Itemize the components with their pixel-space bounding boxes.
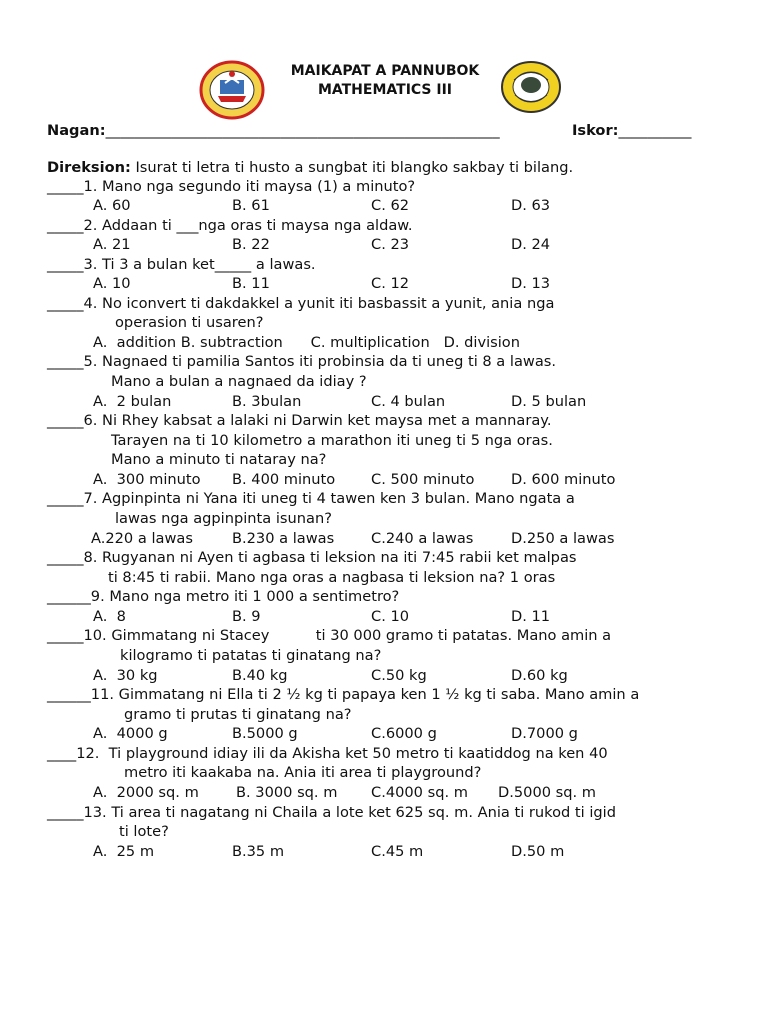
q13-option-c: C.45 m (371, 843, 424, 860)
question-10-cont: kilogramo ti patatas ti ginatang na? (120, 647, 382, 664)
question-6-cont-2: Mano a minuto ti nataray na? (111, 451, 327, 468)
question-12: ____12. Ti playground idiay ili da Akisha ket 50 metro ti kaatiddog na ken 40 (47, 745, 608, 762)
directions-label: Direksion: (47, 159, 131, 176)
q12-option-a: A. 2000 sq. m (93, 784, 199, 801)
q12-option-b: B. 3000 sq. m (236, 784, 338, 801)
document-subtitle: MATHEMATICS III (317, 82, 453, 98)
document-title: MAIKAPAT A PANNUBOK (290, 63, 480, 79)
q12-option-d: D.5000 sq. m (498, 784, 597, 801)
q11-option-c: C.6000 g (371, 725, 437, 742)
q11-option-d: D.7000 g (511, 725, 578, 742)
question-5: _____5. Nagnaed ti pamilia Santos iti probinsia da ti uneg ti 8 a lawas. (47, 353, 557, 370)
q13-option-b: B.35 m (232, 843, 285, 860)
q2-option-a: A. 21 (93, 236, 131, 253)
name-blank[interactable]: ______________________________________________________ (105, 122, 500, 139)
q6-option-d: D. 600 minuto (511, 471, 616, 488)
q3-option-b: B. 11 (232, 275, 270, 292)
question-5-cont: Mano a bulan a nagnaed da idiay ? (111, 373, 367, 390)
q1-option-a: A. 60 (93, 197, 131, 214)
q3-option-d: D. 13 (511, 275, 551, 292)
q5-option-c: C. 4 bulan (371, 393, 446, 410)
q10-option-a: A. 30 kg (93, 667, 158, 684)
q12-option-c: C.4000 sq. m (371, 784, 468, 801)
q10-option-b: B.40 kg (232, 667, 288, 684)
question-7: _____7. Agpinpinta ni Yana iti uneg ti 4 tawen ken 3 bulan. Mano ngata a (47, 490, 575, 507)
q9-option-b: B. 9 (232, 608, 261, 625)
q7-option-a: A.220 a lawas (91, 530, 193, 547)
q1-option-b: B. 61 (232, 197, 270, 214)
q1-option-c: C. 62 (371, 197, 410, 214)
score-blank[interactable]: __________ (618, 122, 692, 139)
question-11: ______11. Gimmatang ni Ella ti 2 ½ kg ti papaya ken 1 ½ kg ti saba. Mano amin a (47, 686, 640, 703)
q7-option-d: D.250 a lawas (511, 530, 615, 547)
q7-option-c: C.240 a lawas (371, 530, 474, 547)
q6-option-a: A. 300 minuto (93, 471, 201, 488)
school-seal-icon (500, 60, 562, 114)
q3-option-c: C. 12 (371, 275, 410, 292)
question-8-cont: ti 8:45 ti rabii. Mano nga oras a nagbasa ti leksion na? 1 oras (108, 569, 556, 586)
q9-option-d: D. 11 (511, 608, 551, 625)
question-4-cont: operasion ti usaren? (115, 314, 264, 331)
question-10: _____10. Gimmatang ni Stacey ti 30 000 gramo ti patatas. Mano amin a (47, 627, 612, 644)
question-9: ______9. Mano nga metro iti 1 000 a sentimetro? (47, 588, 400, 605)
document-header (230, 62, 540, 100)
q10-option-d: D.60 kg (511, 667, 568, 684)
q6-option-c: C. 500 minuto (371, 471, 475, 488)
question-6-cont-1: Tarayen na ti 10 kilometro a marathon iti uneg ti 5 nga oras. (111, 432, 553, 449)
q1-option-d: D. 63 (511, 197, 551, 214)
q7-option-b: B.230 a lawas (232, 530, 335, 547)
directions-text: Isurat ti letra ti husto a sungbat iti blangko sakbay ti bilang. (130, 159, 574, 176)
question-7-cont: lawas nga agpinpinta isunan? (115, 510, 332, 527)
q3-option-a: A. 10 (93, 275, 131, 292)
question-3: _____3. Ti 3 a bulan ket_____ a lawas. (47, 256, 316, 273)
score-label: Iskor: (572, 122, 619, 139)
question-13-cont: ti lote? (119, 823, 169, 840)
question-4: _____4. No iconvert ti dakdakkel a yunit iti basbassit a yunit, ania nga (47, 295, 555, 312)
q11-option-b: B.5000 g (232, 725, 298, 742)
q13-option-d: D.50 m (511, 843, 565, 860)
q2-option-d: D. 24 (511, 236, 551, 253)
question-13: _____13. Ti area ti nagatang ni Chaila a lote ket 625 sq. m. Ania ti rukod ti igid (47, 804, 616, 821)
q4-options: A. addition B. subtraction C. multiplication D. division (93, 334, 520, 351)
q2-option-c: C. 23 (371, 236, 410, 253)
q10-option-c: C.50 kg (371, 667, 427, 684)
question-2: _____2. Addaan ti ___nga oras ti maysa nga aldaw. (47, 217, 413, 234)
q13-option-a: A. 25 m (93, 843, 155, 860)
q6-option-b: B. 400 minuto (232, 471, 336, 488)
score-row (572, 121, 691, 140)
q9-option-c: C. 10 (371, 608, 410, 625)
directions (47, 158, 573, 177)
q5-option-a: A. 2 bulan (93, 393, 172, 410)
question-12-cont: metro iti kaakaba na. Ania iti area ti playground? (124, 764, 482, 781)
q5-option-d: D. 5 bulan (511, 393, 587, 410)
q11-option-a: A. 4000 g (93, 725, 168, 742)
question-8: _____8. Rugyanan ni Ayen ti agbasa ti leksion na iti 7:45 rabii ket malpas (47, 549, 577, 566)
question-6: _____6. Ni Rhey kabsat a lalaki ni Darwin ket maysa met a mannaray. (47, 412, 552, 429)
q2-option-b: B. 22 (232, 236, 270, 253)
name-row (47, 121, 500, 140)
q5-option-b: B. 3bulan (232, 393, 302, 410)
q9-option-a: A. 8 (93, 608, 126, 625)
question-11-cont: gramo ti prutas ti ginatang na? (124, 706, 352, 723)
question-1: _____1. Mano nga segundo iti maysa (1) a minuto? (47, 178, 416, 195)
name-label: Nagan: (47, 122, 106, 139)
